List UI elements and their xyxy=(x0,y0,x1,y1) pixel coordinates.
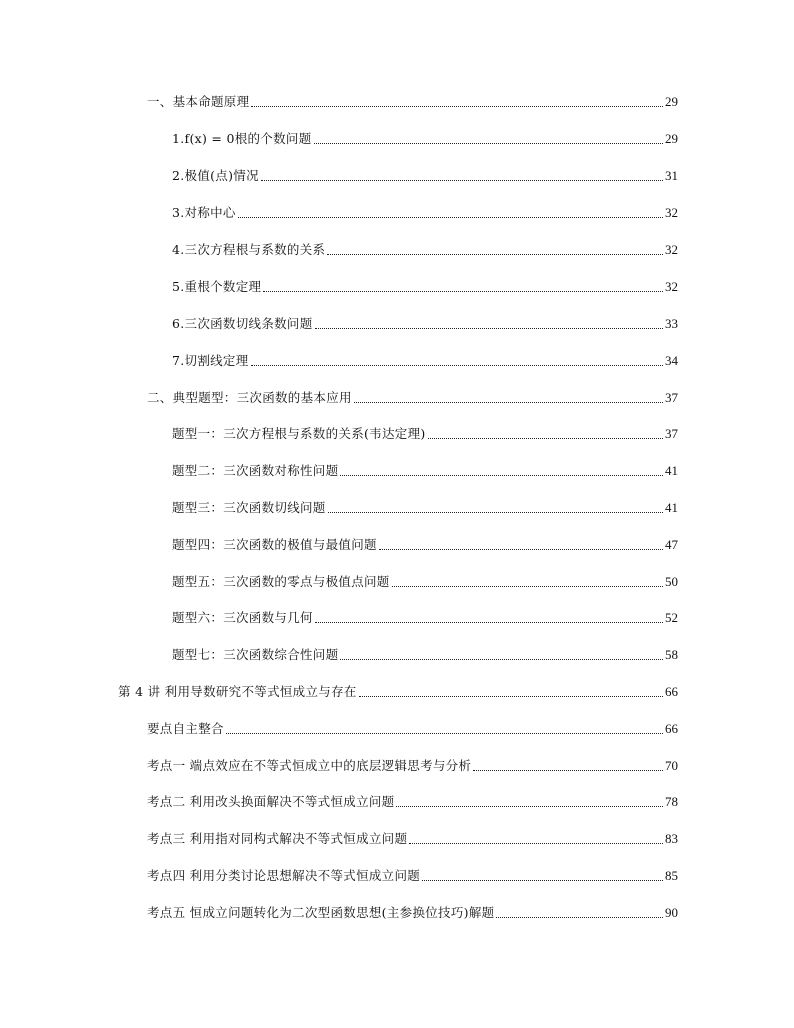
toc-entry[interactable] xyxy=(147,721,678,737)
toc-entry[interactable] xyxy=(172,168,678,184)
dot-leader xyxy=(379,548,663,550)
toc-entry-label: 6.三次函数切线条数问题 xyxy=(172,316,313,331)
toc-entry-label: 二、典型题型：三次函数的基本应用 xyxy=(147,390,352,405)
toc-entry[interactable] xyxy=(147,831,678,847)
dot-leader xyxy=(315,327,663,329)
toc-entry-label: 题型四：三次函数的极值与最值问题 xyxy=(172,537,377,552)
toc-entry-label: 题型五：三次函数的零点与极值点问题 xyxy=(172,574,390,589)
toc-entry-page: 78 xyxy=(665,794,678,809)
toc-entry-label: 1.f(x) = 0根的个数问题 xyxy=(172,131,312,146)
toc-entry-page: 34 xyxy=(665,353,678,368)
toc-entry-page: 37 xyxy=(665,426,678,441)
toc-entry[interactable] xyxy=(147,758,678,774)
toc-entry-page: 66 xyxy=(665,684,678,699)
dot-leader xyxy=(473,769,663,771)
toc-entry-label: 5.重根个数定理 xyxy=(172,279,262,294)
toc-entry[interactable] xyxy=(147,94,678,110)
dot-leader xyxy=(327,253,663,255)
toc-entry[interactable] xyxy=(172,463,678,479)
toc-entry-page: 85 xyxy=(665,868,678,883)
toc-entry-page: 32 xyxy=(665,205,678,220)
toc-entry[interactable] xyxy=(147,868,678,884)
toc-entry-label: 题型一：三次方程根与系数的关系(韦达定理) xyxy=(172,426,426,441)
dot-leader xyxy=(422,879,663,881)
toc-entry-label: 题型七：三次函数综合性问题 xyxy=(172,647,339,662)
toc-entry[interactable] xyxy=(147,905,678,921)
dot-leader xyxy=(226,732,663,734)
toc-entry-label: 4.三次方程根与系数的关系 xyxy=(172,242,326,257)
toc-entry-label: 考点一 端点效应在不等式恒成立中的底层逻辑思考与分析 xyxy=(147,758,472,773)
toc-entry-label: 题型三：三次函数切线问题 xyxy=(172,500,326,515)
toc-entry-label: 考点三 利用指对同构式解决不等式恒成立问题 xyxy=(147,831,408,846)
toc-entry-label: 第 4 讲 利用导数研究不等式恒成立与存在 xyxy=(118,684,357,699)
toc-entry-page: 50 xyxy=(665,574,678,589)
dot-leader xyxy=(251,105,663,107)
toc-entry-page: 90 xyxy=(665,905,678,920)
dot-leader xyxy=(409,842,663,844)
dot-leader xyxy=(428,437,663,439)
toc-entry-label: 题型二：三次函数对称性问题 xyxy=(172,463,339,478)
toc-entry-label: 考点二 利用改头换面解决不等式恒成立问题 xyxy=(147,794,395,809)
dot-leader xyxy=(359,695,663,697)
toc-entry[interactable] xyxy=(172,500,678,516)
toc-entry-label: 2.极值(点)情况 xyxy=(172,168,259,183)
toc-entry-label: 一、基本命题原理 xyxy=(147,94,250,109)
dot-leader xyxy=(392,585,663,587)
toc-entry-label: 要点自主整合 xyxy=(147,721,224,736)
toc-entry-page: 32 xyxy=(665,279,678,294)
dot-leader xyxy=(314,142,663,144)
toc-entry-label: 3.对称中心 xyxy=(172,205,236,220)
toc-entry-label: 题型六：三次函数与几何 xyxy=(172,610,313,625)
dot-leader xyxy=(340,474,663,476)
dot-leader xyxy=(251,364,663,366)
toc-entry[interactable] xyxy=(118,684,678,700)
toc-entry[interactable] xyxy=(172,647,678,663)
toc-entry[interactable] xyxy=(147,390,678,406)
toc-entry-label: 7.切割线定理 xyxy=(172,353,249,368)
toc-entry[interactable] xyxy=(172,205,678,221)
toc-entry[interactable] xyxy=(172,131,678,147)
toc-entry-page: 37 xyxy=(665,390,678,405)
toc-entry-page: 41 xyxy=(665,463,678,478)
toc-entry-page: 52 xyxy=(665,610,678,625)
toc-entry[interactable] xyxy=(172,353,678,369)
toc-entry[interactable] xyxy=(172,537,678,553)
toc-entry-page: 70 xyxy=(665,758,678,773)
toc-entry-page: 41 xyxy=(665,500,678,515)
toc-entry-page: 47 xyxy=(665,537,678,552)
toc-entry-page: 29 xyxy=(665,94,678,109)
toc-entry[interactable] xyxy=(172,426,678,442)
toc-entry-label: 考点四 利用分类讨论思想解决不等式恒成立问题 xyxy=(147,868,421,883)
toc-entry[interactable] xyxy=(172,574,678,590)
dot-leader xyxy=(354,401,663,403)
toc-entry[interactable] xyxy=(172,316,678,332)
toc-entry-page: 32 xyxy=(665,242,678,257)
toc-entry-page: 29 xyxy=(665,131,678,146)
toc-entry-page: 33 xyxy=(665,316,678,331)
dot-leader xyxy=(315,621,663,623)
dot-leader xyxy=(340,658,663,660)
dot-leader xyxy=(261,179,663,181)
dot-leader xyxy=(238,216,663,218)
toc-entry[interactable] xyxy=(172,242,678,258)
dot-leader xyxy=(396,805,663,807)
toc-entry-page: 31 xyxy=(665,168,678,183)
toc-entry-page: 66 xyxy=(665,721,678,736)
dot-leader xyxy=(328,511,663,513)
toc-entry-page: 58 xyxy=(665,647,678,662)
dot-leader xyxy=(263,290,663,292)
dot-leader xyxy=(496,916,663,918)
toc-entry[interactable] xyxy=(172,279,678,295)
toc-entry-page: 83 xyxy=(665,831,678,846)
toc-entry[interactable] xyxy=(147,794,678,810)
toc-entry-label: 考点五 恒成立问题转化为二次型函数思想(主参换位技巧)解题 xyxy=(147,905,495,920)
toc-entry[interactable] xyxy=(172,610,678,626)
